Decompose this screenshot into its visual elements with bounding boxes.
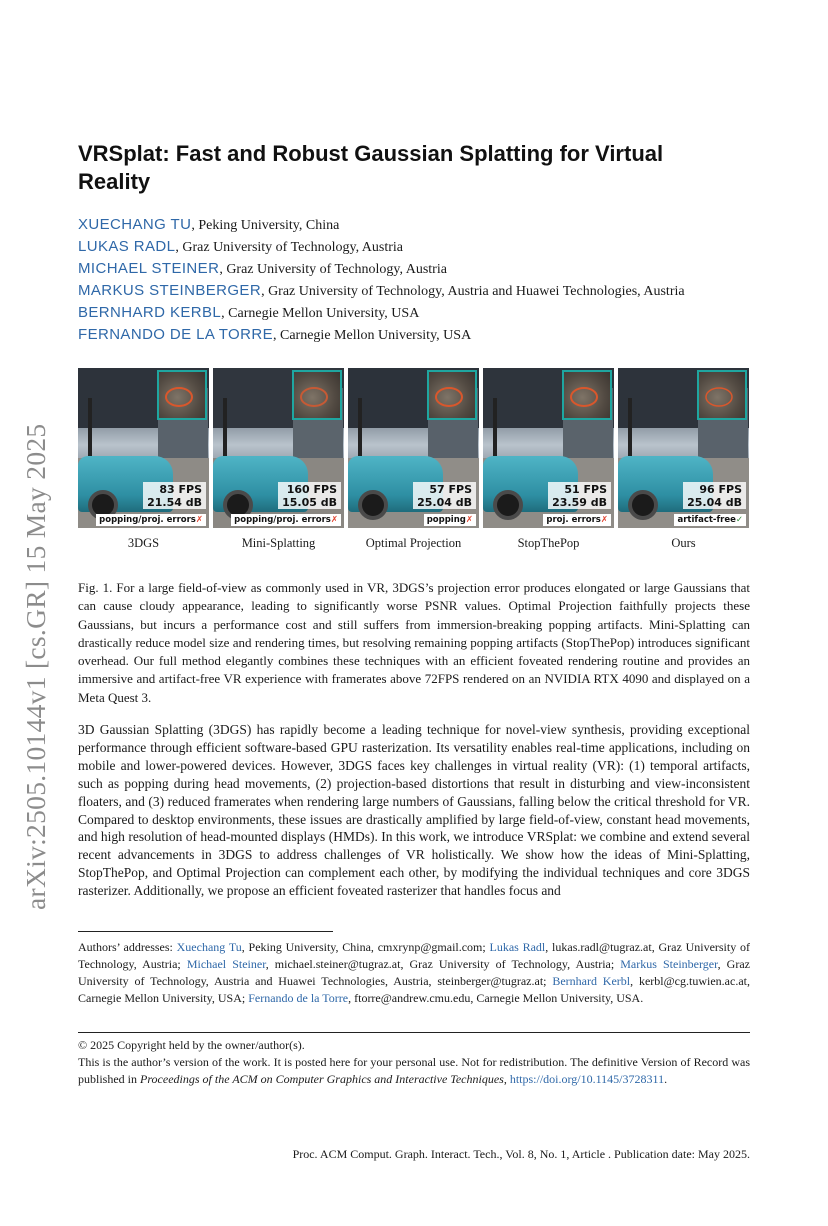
wheel-shape	[358, 490, 388, 520]
address-name-link[interactable]: Bernhard Kerbl	[552, 974, 631, 988]
figure-caption: Fig. 1. For a large field-of-view as commonly used in VR, 3DGS’s projection error produces elongated or large Gaussians that can cause cloudy appearance, leading to significantly worse PSNR values. Optimal Projection faithfully projects these Gaussians, but incurs a performance cost and still suffers from immersion-breaking popping artifacts. Mini-Splatting can drastically reduce model size and rendering times, but resolving remaining popping artifacts (StopThePop) introduces significant overhead. Our full method elegantly combines these techniques with an efficient foveated rendering routine and provides an immersive and artifact-free VR experience with framerates above 72FPS rendered on an NVIDIA RTX 4090 and displayed on a Meta Quest 3.	[78, 580, 750, 705]
zoom-inset	[292, 370, 342, 420]
panel-stats	[143, 482, 206, 509]
panel-label: Optimal Projection	[365, 536, 462, 550]
address-name-link[interactable]: Michael Steiner	[186, 957, 266, 971]
quality-badge	[674, 514, 746, 526]
wheel-shape	[628, 490, 658, 520]
figure-panel-3dgs	[78, 368, 209, 528]
author-name[interactable]: FERNANDO DE LA TORRE	[78, 326, 273, 343]
panel-label: StopThePop	[517, 536, 580, 550]
figure-panel-mini-splatting	[213, 368, 344, 528]
author-affiliation: , Graz University of Technology, Austria	[175, 240, 404, 255]
author-entry	[78, 214, 758, 236]
author-list	[78, 214, 758, 346]
quality-badge	[96, 514, 206, 526]
check-icon: ✓	[735, 515, 743, 525]
fps-value: 57 FPS	[429, 483, 472, 496]
wheel-shape	[493, 490, 523, 520]
psnr-value: 25.04 dB	[687, 496, 742, 509]
quality-badge	[231, 514, 341, 526]
author-entry	[78, 258, 758, 280]
teaser-figure	[78, 368, 750, 560]
panel-stats	[278, 482, 341, 509]
arxiv-stamp: arXiv:2505.10144v1 [cs.GR] 15 May 2025	[20, 423, 51, 910]
address-details: , lukas.radl@tugraz.at, Graz University of Technology, Austria;	[78, 940, 750, 971]
cross-icon: ✗	[600, 515, 608, 525]
panel-labels	[78, 536, 750, 560]
author-affiliation: , Carnegie Mellon University, USA	[221, 306, 420, 321]
author-affiliation: , Carnegie Mellon University, USA	[273, 328, 472, 343]
address-details: , Graz University of Technology, Austria and Huawei Technologies, Austria, steinberger@tugraz.at;	[78, 957, 750, 988]
address-name-link[interactable]: Xuechang Tu	[176, 940, 242, 954]
author-addresses	[78, 939, 750, 1007]
doi-link[interactable]: https://doi.org/10.1145/3728311	[509, 1072, 665, 1086]
abstract-text: 3D Gaussian Splatting (3DGS) has rapidly become a leading technique for novel-view synthesis, providing exceptional performance through efficient software-based GPU rasterization. Its versatility enables real-time applications, including on mobile and lower-powered devices. However, 3DGS faces key challenges in virtual reality (VR): (1) temporal artifacts, such as popping during head movements, (2) projection-based distortions that result in disturbing and view-inconsistent floaters, and (3) reduced framerates when rendering large numbers of Gaussians, falling below the critical threshold for VR. Compared to desktop environments, these issues are drastically amplified by large field-of-view, constant head movements, and high resolution of head-mounted displays (HMDs). In this work, we introduce VRSplat: we combine and extend several recent advancements in 3DGS to address challenges of VR holistically. We show how the ideas of Mini-Splatting, StopThePop, and Optimal Projection can complement each other, by modifying the individual techniques and core 3DGS rasterizer. Additionally, we propose an efficient foveated rasterizer that handles focus and	[78, 722, 750, 899]
cross-icon: ✗	[195, 515, 203, 525]
fps-value: 96 FPS	[699, 483, 742, 496]
psnr-value: 23.59 dB	[552, 496, 607, 509]
address-name-link[interactable]: Fernando de la Torre	[248, 991, 349, 1005]
author-name[interactable]: MICHAEL STEINER	[78, 260, 220, 277]
zoom-inset	[157, 370, 207, 420]
paper-title: VRSplat: Fast and Robust Gaussian Splatting for Virtual Reality	[78, 141, 664, 194]
panel-label: 3DGS	[127, 536, 160, 550]
figure-panel-stopthepop	[483, 368, 614, 528]
quality-badge	[424, 514, 476, 526]
author-entry	[78, 302, 758, 324]
cross-icon: ✗	[465, 515, 473, 525]
address-name-link[interactable]: Markus Steinberger	[620, 957, 718, 971]
copyright-line: © 2025 Copyright held by the owner/author(s).	[78, 1038, 305, 1052]
author-affiliation: , Graz University of Technology, Austria and Huawei Technologies, Austria	[261, 284, 685, 299]
author-name[interactable]: MARKUS STEINBERGER	[78, 282, 262, 299]
figure-panel-ours	[618, 368, 749, 528]
author-entry	[78, 236, 758, 258]
address-details: , ftorre@andrew.cmu.edu, Carnegie Mellon University, USA.	[348, 991, 644, 1005]
author-entry	[78, 280, 758, 302]
address-name-link[interactable]: Lukas Radl	[489, 940, 546, 954]
venue-name: Proceedings of the ACM on Computer Graphics and Interactive Techniques	[140, 1072, 504, 1086]
psnr-value: 21.54 dB	[147, 496, 202, 509]
badge-text: proj. errors	[546, 515, 601, 525]
copyright-notice	[78, 1037, 750, 1088]
addresses-lead: Authors’ addresses:	[78, 940, 177, 954]
fps-value: 51 FPS	[564, 483, 607, 496]
address-details: , Peking University, China, cmxrynp@gmail.com;	[241, 940, 490, 954]
zoom-inset	[427, 370, 477, 420]
figure-panel-optimal-projection	[348, 368, 479, 528]
panel-label: Mini-Splatting	[241, 536, 316, 550]
panel-label: Ours	[671, 536, 696, 550]
address-details: , michael.steiner@tugraz.at, Graz University of Technology, Austria;	[265, 957, 621, 971]
badge-text: popping	[426, 515, 466, 525]
author-entry	[78, 324, 758, 346]
quality-badge	[543, 514, 611, 526]
badge-text: popping/proj. errors	[99, 515, 196, 525]
author-name[interactable]: XUECHANG TU	[78, 216, 192, 233]
author-affiliation: , Graz University of Technology, Austria	[219, 262, 447, 277]
figure-panels	[78, 368, 750, 530]
zoom-inset	[697, 370, 747, 420]
page-footer: Proc. ACM Comput. Graph. Interact. Tech., Vol. 8, No. 1, Article . Publication date: May 2025.	[292, 1147, 750, 1161]
author-affiliation: , Peking University, China	[191, 218, 340, 233]
panel-stats	[683, 482, 746, 509]
version-of-record: This is the author’s version of the work. It is posted here for your personal use. Not for redistribution. The definitive Version of Record was published in Proceedings of the ACM on Computer Graphics and Interactive Techniques, https://doi.org/10.1145/3728311.	[78, 1055, 750, 1086]
zoom-inset	[562, 370, 612, 420]
panel-stats	[413, 482, 476, 509]
panel-stats	[548, 482, 611, 509]
badge-text: popping/proj. errors	[234, 515, 331, 525]
psnr-value: 15.05 dB	[282, 496, 337, 509]
fps-value: 160 FPS	[286, 483, 337, 496]
copyright-divider	[78, 1032, 750, 1033]
footnote-divider	[78, 931, 333, 932]
address-details: , kerbl@cg.tuwien.ac.at, Carnegie Mellon University, USA;	[78, 974, 750, 1005]
cross-icon: ✗	[330, 515, 338, 525]
badge-text: artifact-free	[677, 515, 736, 525]
psnr-value: 25.04 dB	[417, 496, 472, 509]
author-name[interactable]: LUKAS RADL	[78, 238, 176, 255]
author-name[interactable]: BERNHARD KERBL	[78, 304, 222, 321]
fps-value: 83 FPS	[159, 483, 202, 496]
